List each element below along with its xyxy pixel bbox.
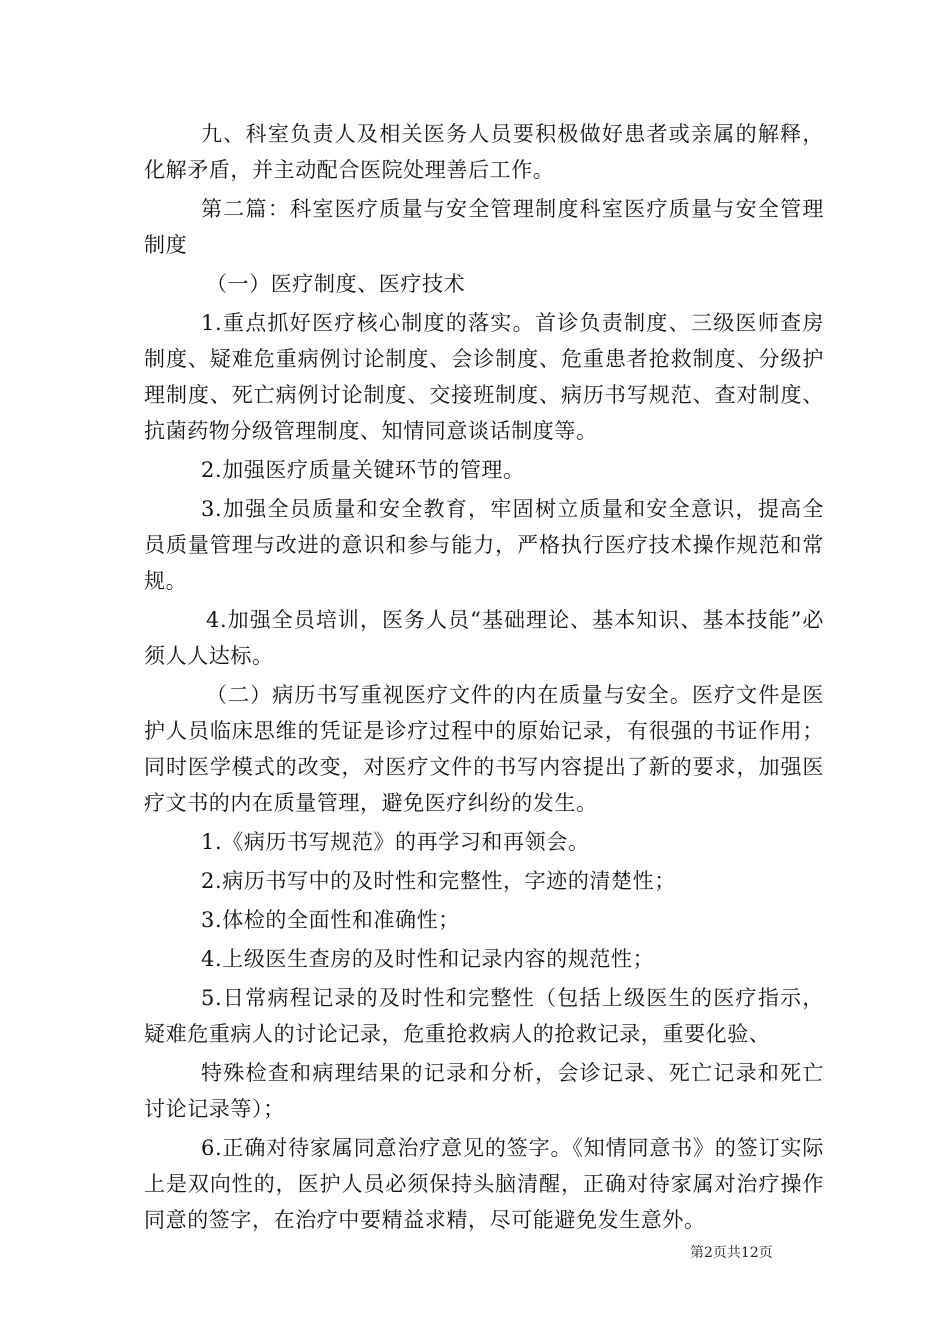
subsection-heading-1: （一）医疗制度、医疗技术 (206, 272, 466, 296)
paragraph-core-systems: 1.重点抓好医疗核心制度的落实。首诊负责制度、三级医师查房制度、疑难危重病例讨论制度、会诊制度、危重患者抢救制度、分级护理制度、死亡病例讨论制度、交接班制度、病历书写规范、查对制度、抗菌药物分级管理制度、知情同意谈话制度等。 (144, 311, 824, 443)
paragraph-staff-training: 4.加强全员培训，医务人员“基础理论、基本知识、基本技能”必须人人达标。 (144, 608, 824, 668)
list-item-1: 1.《病历书写规范》的再学习和再领会。 (201, 830, 590, 854)
section-heading-part-two: 第二篇：科室医疗质量与安全管理制度科室医疗质量与安全管理制度 (144, 197, 824, 257)
list-item-4: 4.上级医生查房的及时性和记录内容的规范性； (201, 947, 655, 971)
list-item-5: 5.日常病程记录的及时性和完整性（包括上级医生的医疗指示，疑难危重病人的讨论记录，危重抢救病人的抢救记录，重要化验、 (144, 986, 824, 1046)
list-item-3: 3.体检的全面性和准确性； (201, 908, 460, 932)
page-footer: 第2页共12页 (690, 1245, 773, 1261)
list-item-6: 6.正确对待家属同意治疗意见的签字。《知情同意书》的签订实际上是双向性的，医护人员必须保持头脑清醒，正确对待家属对治疗操作同意的签字，在治疗中要精益求精，尽可能避免发生意外。 (144, 1136, 824, 1232)
paragraph-item-9: 九、科室负责人及相关医务人员要积极做好患者或亲属的解释，化解矛盾，并主动配合医院处理善后工作。 (144, 122, 824, 182)
paragraph-safety-education: 3.加强全员质量和安全教育，牢固树立质量和安全意识，提高全员质量管理与改进的意识和参与能力，严格执行医疗技术操作规范和常规。 (144, 497, 824, 593)
subsection-heading-2: （二）病历书写重视医疗文件的内在质量与安全。医疗文件是医护人员临床思维的凭证是诊疗过程中的原始记录，有很强的书证作用；同时医学模式的改变，对医疗文件的书写内容提出了新的要求，加强医疗文书的内在质量管理，避免医疗纠纷的发生。 (144, 683, 824, 815)
list-item-2: 2.病历书写中的及时性和完整性，字迹的清楚性； (201, 869, 676, 893)
list-item-5-continued: 特殊检查和病理结果的记录和分析，会诊记录、死亡记录和死亡讨论记录等）； (144, 1061, 824, 1121)
paragraph-key-links: 2.加强医疗质量关键环节的管理。 (201, 458, 525, 482)
document-body (144, 116, 824, 1241)
